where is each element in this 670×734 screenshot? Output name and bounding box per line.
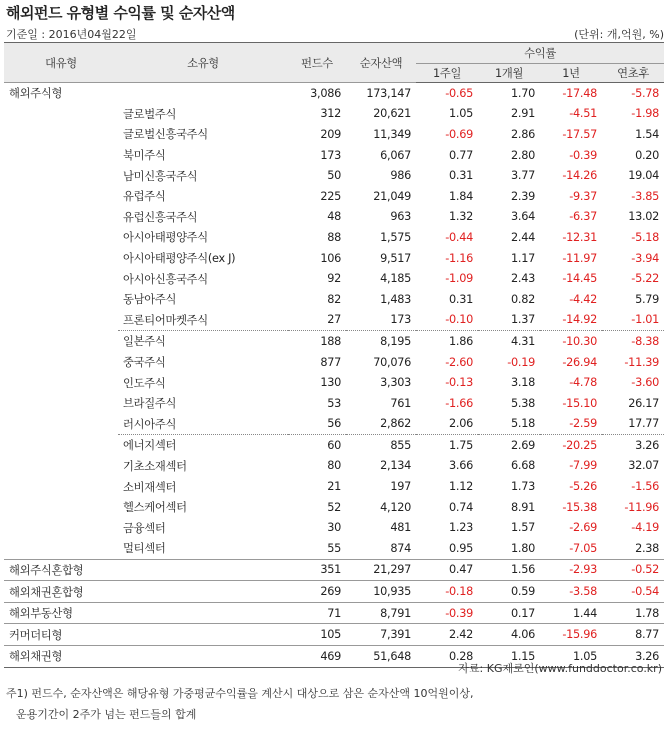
header-1month: 1개월	[478, 64, 540, 83]
return-1m-cell: 3.77	[511, 169, 535, 183]
net-assets-cell: 173	[390, 313, 411, 327]
fund-count-cell: 50	[327, 169, 341, 183]
return-ytd-cell: 32.07	[628, 459, 660, 473]
net-assets-cell: 4,120	[380, 500, 411, 514]
return-1w-cell: 1.32	[449, 210, 473, 224]
sub-type-cell: 기초소재섹터	[123, 459, 187, 473]
return-1m-cell: 2.91	[511, 107, 535, 121]
return-1m-cell: 5.18	[511, 417, 535, 431]
return-1y-cell: -14.45	[562, 272, 597, 286]
major-type-cell	[4, 456, 118, 477]
return-1y-cell: -3.58	[540, 581, 602, 603]
net-assets-cell: 481	[390, 521, 411, 535]
return-ytd-cell: -11.96	[624, 500, 660, 514]
sub-type-cell: 멀티섹터	[123, 542, 166, 556]
return-1w-cell: -1.66	[445, 396, 473, 410]
fund-count-cell: 877	[320, 355, 341, 369]
return-1m-cell: 1.80	[511, 541, 535, 555]
fund-count-cell: 30	[327, 521, 341, 535]
return-1m-cell: 2.44	[511, 230, 535, 244]
table-row	[4, 289, 664, 310]
fund-count-cell: 225	[320, 189, 341, 203]
return-1m-cell: 2.43	[511, 272, 535, 286]
fund-count-cell: 53	[327, 396, 341, 410]
major-type-cell: 해외채권형	[4, 646, 118, 668]
header-returns: 수익률	[416, 43, 664, 64]
sub-type-cell: 러시아주식	[123, 417, 177, 431]
return-ytd-cell: -3.85	[631, 189, 660, 203]
return-1m-cell: 3.18	[511, 376, 535, 390]
major-type-cell	[4, 268, 118, 289]
table-row	[4, 372, 664, 393]
source-note: 자료: KG제로인(www.funddoctor.co.kr)	[458, 662, 662, 675]
table-row	[4, 476, 664, 497]
return-1w-cell: -0.18	[416, 581, 478, 603]
major-type-cell: 해외주식형	[4, 83, 118, 104]
net-assets-cell: 7,391	[346, 624, 416, 646]
return-1y-cell: -5.26	[569, 480, 597, 494]
sub-type-cell: 글로벌신흥국주식	[123, 128, 208, 142]
return-1w-cell: 2.06	[449, 417, 473, 431]
return-ytd-cell: -3.94	[631, 251, 660, 265]
return-1y-cell: -17.48	[540, 83, 602, 104]
sub-type-cell: 헬스케어섹터	[123, 501, 187, 515]
table-row	[4, 310, 664, 331]
return-ytd-cell: 1.54	[635, 127, 660, 141]
return-1w-cell: -1.16	[445, 251, 473, 265]
table-row	[4, 456, 664, 477]
fund-count-cell: 82	[327, 292, 341, 306]
return-1m-cell: 0.59	[478, 581, 540, 603]
major-type-cell	[4, 476, 118, 497]
header-net-assets: 순자산액	[346, 43, 416, 83]
return-1y-cell: -11.97	[562, 251, 597, 265]
sub-type-cell	[118, 559, 288, 581]
return-ytd-cell: -5.22	[631, 272, 660, 286]
net-assets-cell: 8,791	[346, 602, 416, 624]
sub-type-cell	[118, 646, 288, 668]
net-assets-cell: 70,076	[373, 355, 411, 369]
major-type-cell	[4, 372, 118, 393]
return-1m-cell: 4.06	[478, 624, 540, 646]
fund-count-cell: 105	[288, 624, 346, 646]
table-row	[4, 83, 664, 104]
return-1y-cell: -2.69	[569, 521, 597, 535]
return-1y-cell: -26.94	[562, 355, 597, 369]
sub-type-cell: 프론티어마켓주식	[123, 313, 208, 327]
return-1m-cell: 4.31	[478, 331, 540, 352]
return-1m-cell: -0.19	[507, 355, 535, 369]
return-ytd-cell: 13.02	[628, 210, 660, 224]
return-1w-cell: -2.60	[445, 355, 473, 369]
major-type-cell	[4, 145, 118, 166]
return-ytd-cell: -1.98	[631, 107, 660, 121]
return-1m-cell: 0.82	[511, 292, 535, 306]
sub-type-cell	[118, 83, 288, 104]
return-1y-cell: -12.31	[562, 230, 597, 244]
table-row	[4, 581, 664, 603]
net-assets-cell: 2,134	[380, 459, 411, 473]
net-assets-cell: 6,067	[380, 148, 411, 162]
net-assets-cell: 855	[346, 435, 416, 456]
table-row	[4, 624, 664, 646]
return-ytd-cell: 0.20	[635, 148, 660, 162]
table-row	[4, 268, 664, 289]
fund-count-cell: 130	[320, 376, 341, 390]
return-1m-cell: 1.37	[511, 313, 535, 327]
major-type-cell	[4, 414, 118, 435]
major-type-cell	[4, 124, 118, 145]
return-1m-cell: 1.17	[511, 251, 535, 265]
fund-returns-table	[4, 42, 664, 668]
footnote-line-1: 주1) 펀드수, 순자산액은 해당유형 가중평균수익률을 계산시 대상으로 삼은 순자산액 10억원이상,	[6, 687, 474, 700]
major-type-cell	[4, 538, 118, 559]
table-row	[4, 124, 664, 145]
fund-count-cell: 351	[288, 559, 346, 581]
return-1m-cell: 1.73	[511, 480, 535, 494]
major-type-cell	[4, 352, 118, 373]
return-1w-cell: 0.28	[416, 646, 478, 668]
return-1y-cell: -2.59	[569, 417, 597, 431]
sub-type-cell: 유럽주식	[123, 190, 166, 204]
sub-type-cell: 중국주식	[123, 356, 166, 370]
fund-count-cell: 173	[320, 148, 341, 162]
return-1m-cell: 0.17	[478, 602, 540, 624]
fund-count-cell: 312	[320, 107, 341, 121]
major-type-cell: 커머더티형	[4, 624, 118, 646]
net-assets-cell: 986	[390, 169, 411, 183]
return-1m-cell: 1.57	[511, 521, 535, 535]
net-assets-cell: 2,862	[380, 417, 411, 431]
fund-count-cell: 56	[327, 417, 341, 431]
major-type-cell: 해외채권혼합형	[4, 581, 118, 603]
fund-count-cell: 21	[327, 480, 341, 494]
return-ytd-cell: -0.54	[602, 581, 664, 603]
sub-type-cell	[118, 581, 288, 603]
return-1w-cell: 0.77	[449, 148, 473, 162]
return-ytd-cell: 3.26	[602, 646, 664, 668]
return-ytd-cell: -11.39	[624, 355, 660, 369]
table-row	[4, 538, 664, 559]
base-date: 기준일 : 2016년04월22일	[6, 28, 137, 41]
major-type-cell	[4, 331, 118, 352]
return-ytd-cell: -8.38	[602, 331, 664, 352]
major-type-cell	[4, 497, 118, 518]
return-1y-cell: -0.39	[569, 148, 597, 162]
sub-type-cell: 금융섹터	[123, 521, 166, 535]
major-type-cell	[4, 289, 118, 310]
net-assets-cell: 21,297	[346, 559, 416, 581]
fund-count-cell: 60	[288, 435, 346, 456]
return-1w-cell: -0.39	[416, 602, 478, 624]
net-assets-cell: 20,621	[373, 107, 411, 121]
major-type-cell	[4, 227, 118, 248]
return-1w-cell: 1.84	[449, 189, 473, 203]
net-assets-cell: 761	[390, 396, 411, 410]
return-1w-cell: -0.10	[445, 313, 473, 327]
sub-type-cell: 아시아태평양주식	[123, 231, 208, 245]
return-ytd-cell: 1.78	[602, 602, 664, 624]
net-assets-cell: 51,648	[346, 646, 416, 668]
return-1m-cell: 6.68	[511, 459, 535, 473]
return-1w-cell: 1.12	[449, 480, 473, 494]
major-type-cell	[4, 393, 118, 414]
return-ytd-cell: -5.18	[631, 230, 660, 244]
net-assets-cell: 1,483	[380, 292, 411, 306]
major-type-cell	[4, 207, 118, 228]
return-1y-cell: -20.25	[540, 435, 602, 456]
return-1y-cell: -4.51	[569, 107, 597, 121]
table-row	[4, 352, 664, 373]
return-ytd-cell: 8.77	[602, 624, 664, 646]
return-ytd-cell: -0.52	[602, 559, 664, 581]
sub-type-cell: 브라질주식	[123, 397, 177, 411]
return-1w-cell: 1.86	[416, 331, 478, 352]
major-type-cell: 해외부동산형	[4, 602, 118, 624]
return-1m-cell: 1.56	[478, 559, 540, 581]
return-1m-cell: 1.15	[478, 646, 540, 668]
return-1m-cell: 8.91	[511, 500, 535, 514]
return-ytd-cell: 3.26	[602, 435, 664, 456]
return-1w-cell: 1.23	[449, 521, 473, 535]
net-assets-cell: 197	[390, 480, 411, 494]
net-assets-cell: 9,517	[380, 251, 411, 265]
unit-label: (단위: 개,억원, %)	[574, 28, 664, 41]
footnote-line-2: 운용기간이 2주가 넘는 펀드들의 합계	[16, 708, 197, 721]
major-type-cell: 해외주식혼합형	[4, 559, 118, 581]
return-1y-cell: 1.05	[540, 646, 602, 668]
return-ytd-cell: -1.01	[631, 313, 660, 327]
table-row	[4, 517, 664, 538]
return-1y-cell: -14.26	[562, 169, 597, 183]
return-1m-cell: 2.39	[511, 189, 535, 203]
header-1year: 1년	[540, 64, 602, 83]
return-1w-cell: 0.74	[449, 500, 473, 514]
table-row	[4, 186, 664, 207]
table-row	[4, 145, 664, 166]
sub-type-cell: 동남아주식	[123, 293, 177, 307]
net-assets-cell: 1,575	[380, 230, 411, 244]
return-1y-cell: -7.05	[569, 541, 597, 555]
header-fund-count: 펀드수	[288, 43, 346, 83]
fund-count-cell: 52	[327, 500, 341, 514]
return-1y-cell: -10.30	[540, 331, 602, 352]
return-ytd-cell: -3.60	[631, 376, 660, 390]
sub-type-cell: 아시아신흥국주식	[123, 272, 208, 286]
major-type-cell	[4, 186, 118, 207]
net-assets-cell: 8,195	[346, 331, 416, 352]
major-type-cell	[4, 104, 118, 125]
return-ytd-cell: 26.17	[628, 396, 660, 410]
sub-type-cell: 북미주식	[123, 149, 166, 163]
table-row	[4, 393, 664, 414]
return-ytd-cell: 17.77	[628, 417, 660, 431]
return-1w-cell: 0.31	[449, 169, 473, 183]
sub-type-cell: 남미신흥국주식	[123, 169, 198, 183]
table-row	[4, 207, 664, 228]
return-1y-cell: -15.96	[540, 624, 602, 646]
return-ytd-cell: 2.38	[635, 541, 660, 555]
table-row	[4, 497, 664, 518]
return-1w-cell: -0.65	[416, 83, 478, 104]
footnote	[6, 683, 474, 725]
fund-count-cell: 80	[327, 459, 341, 473]
return-1y-cell: -2.93	[540, 559, 602, 581]
return-1y-cell: -15.38	[562, 500, 597, 514]
net-assets-cell: 11,349	[373, 127, 411, 141]
return-1m-cell: 5.38	[511, 396, 535, 410]
return-ytd-cell: 19.04	[628, 169, 660, 183]
return-1w-cell: 1.05	[449, 107, 473, 121]
return-1y-cell: -4.78	[569, 376, 597, 390]
return-1y-cell: -7.99	[569, 459, 597, 473]
major-type-cell	[4, 517, 118, 538]
table-row	[4, 435, 664, 456]
sub-type-cell: 소비재섹터	[123, 480, 177, 494]
return-1w-cell: 0.95	[449, 541, 473, 555]
return-1y-cell: -14.92	[562, 313, 597, 327]
fund-count-cell: 88	[327, 230, 341, 244]
table-row	[4, 104, 664, 125]
return-1w-cell: 2.42	[416, 624, 478, 646]
fund-count-cell: 3,086	[288, 83, 346, 104]
return-ytd-cell: -5.78	[602, 83, 664, 104]
net-assets-cell: 21,049	[373, 189, 411, 203]
return-ytd-cell: -1.56	[631, 480, 660, 494]
return-1m-cell: 2.69	[478, 435, 540, 456]
return-1w-cell: -0.13	[445, 376, 473, 390]
net-assets-cell: 874	[390, 541, 411, 555]
major-type-cell	[4, 165, 118, 186]
fund-count-cell: 48	[327, 210, 341, 224]
net-assets-cell: 10,935	[346, 581, 416, 603]
return-1y-cell: -17.57	[562, 127, 597, 141]
table-row	[4, 227, 664, 248]
fund-count-cell: 188	[288, 331, 346, 352]
header-1week: 1주일	[416, 64, 478, 83]
return-ytd-cell: -4.19	[631, 521, 660, 535]
major-type-cell	[4, 248, 118, 269]
sub-type-cell: 유럽신흥국주식	[123, 210, 198, 224]
table-row	[4, 414, 664, 435]
major-type-cell	[4, 310, 118, 331]
return-1w-cell: -0.44	[445, 230, 473, 244]
return-1m-cell: 3.64	[511, 210, 535, 224]
sub-type-cell: 아시아태평양주식(ex J)	[123, 252, 236, 266]
return-1w-cell: -0.69	[445, 127, 473, 141]
return-1w-cell: 1.75	[416, 435, 478, 456]
net-assets-cell: 963	[390, 210, 411, 224]
header-sub-type: 소유형	[118, 43, 288, 83]
header-ytd: 연초후	[602, 64, 664, 83]
fund-count-cell: 27	[327, 313, 341, 327]
sub-type-cell	[118, 624, 288, 646]
subtitle-line	[6, 26, 664, 42]
return-1m-cell: 2.80	[511, 148, 535, 162]
header-major-type: 대유형	[4, 43, 118, 83]
return-1w-cell: 3.66	[449, 459, 473, 473]
table-row	[4, 331, 664, 352]
page-title: 해외펀드 유형별 수익률 및 순자산액	[6, 4, 235, 22]
fund-count-cell: 469	[288, 646, 346, 668]
major-type-cell	[4, 435, 118, 456]
net-assets-cell: 173,147	[346, 83, 416, 104]
fund-count-cell: 269	[288, 581, 346, 603]
return-ytd-cell: 5.79	[635, 292, 660, 306]
return-1y-cell: -6.37	[569, 210, 597, 224]
sub-type-cell	[118, 602, 288, 624]
return-1w-cell: 0.31	[449, 292, 473, 306]
return-1y-cell: -4.42	[569, 292, 597, 306]
fund-count-cell: 71	[288, 602, 346, 624]
table-row	[4, 602, 664, 624]
return-1w-cell: 0.47	[416, 559, 478, 581]
fund-count-cell: 209	[320, 127, 341, 141]
return-1m-cell: 2.86	[511, 127, 535, 141]
sub-type-cell: 일본주식	[118, 331, 288, 352]
return-1y-cell: 1.44	[540, 602, 602, 624]
return-1y-cell: -15.10	[562, 396, 597, 410]
fund-count-cell: 106	[320, 251, 341, 265]
return-1w-cell: -1.09	[445, 272, 473, 286]
net-assets-cell: 4,185	[380, 272, 411, 286]
sub-type-cell: 에너지섹터	[118, 435, 288, 456]
fund-count-cell: 92	[327, 272, 341, 286]
fund-count-cell: 55	[327, 541, 341, 555]
table-row	[4, 559, 664, 581]
sub-type-cell: 글로벌주식	[123, 107, 177, 121]
table-row	[4, 165, 664, 186]
return-1y-cell: -9.37	[569, 189, 597, 203]
sub-type-cell: 인도주식	[123, 376, 166, 390]
net-assets-cell: 3,303	[380, 376, 411, 390]
table-row	[4, 248, 664, 269]
return-1m-cell: 1.70	[478, 83, 540, 104]
